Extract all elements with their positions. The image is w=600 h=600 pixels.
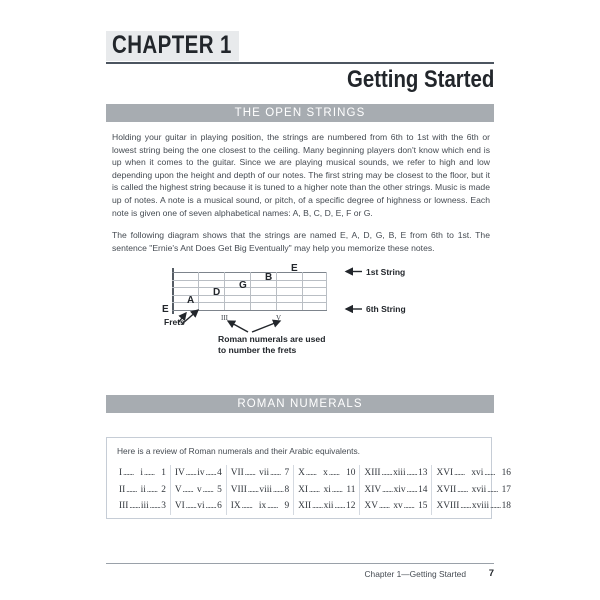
dot-leader: ....... <box>406 468 418 477</box>
dot-leader: ....... <box>146 484 158 494</box>
dot-leader: ....... <box>378 501 390 510</box>
dot-leader: ....... <box>487 484 498 494</box>
roman-numerals-row <box>231 465 289 482</box>
diagram-caption-line-1: Roman numerals are used <box>218 334 326 344</box>
roman-lower: iv <box>197 468 205 478</box>
note-label-b: B <box>265 272 273 283</box>
paragraph-open-strings-1: Holding your guitar in playing position, the strings are numbered from 6th to 1st with the 6th or lowest string being the one closest to the ceiling. Many beginning players don't know which end is up when it comes to the guitar. Since we are playing musical sounds, we refer to high and low depending upon the height and depth of our notes. The first string may be closest to the floor, but it is called the highest string because it is tuned to a higher note than the other strings. Music is made up of notes. A note is a musical sound, or pitch, of a specific degree of highness or lowness. Each note is given one of seven alphabetical names: A, B, C, D, E, F or G. <box>112 132 490 218</box>
roman-numerals-row <box>436 482 511 499</box>
note-label-d: D <box>213 287 221 298</box>
roman-upper: IV <box>174 468 185 478</box>
roman-lower: xii <box>323 501 334 511</box>
callout-first-string: 1st String <box>366 267 406 277</box>
roman-numerals-row <box>175 482 222 499</box>
arabic-value: 10 <box>346 468 356 478</box>
arabic-value: 15 <box>418 501 428 511</box>
callout-sixth-string: 6th String <box>366 304 406 314</box>
roman-upper: XIV <box>364 484 382 495</box>
dot-leader: ....... <box>270 468 281 477</box>
roman-numerals-column <box>170 465 226 515</box>
roman-numerals-row <box>364 482 427 499</box>
arabic-value: 8 <box>284 484 290 495</box>
dot-leader: ....... <box>205 468 217 477</box>
roman-lower: iii <box>140 501 149 511</box>
roman-numerals-row <box>298 465 355 482</box>
arabic-value: 13 <box>418 468 428 478</box>
dot-leader: ....... <box>126 484 137 494</box>
page-title <box>106 66 494 94</box>
dot-leader: ....... <box>490 501 501 510</box>
arabic-value: 4 <box>217 468 222 478</box>
roman-numerals-row <box>364 465 427 482</box>
dot-leader: ....... <box>312 501 323 510</box>
diagram-caption-line-2: to number the frets <box>218 345 297 355</box>
dot-leader: ....... <box>182 484 194 494</box>
arabic-value: 17 <box>501 484 511 495</box>
roman-upper: III <box>119 501 129 511</box>
arabic-value: 12 <box>346 501 356 511</box>
dot-leader: ....... <box>403 501 415 510</box>
roman-numerals-row <box>298 498 355 515</box>
dot-leader: ....... <box>185 501 197 510</box>
roman-numerals-box <box>106 437 511 519</box>
arabic-value: 14 <box>418 484 428 495</box>
roman-numerals-column <box>431 465 515 515</box>
dot-leader: ....... <box>457 484 468 494</box>
arabic-value: 2 <box>161 484 166 495</box>
arabic-value: 3 <box>161 501 166 511</box>
footer-page-number: 7 <box>488 568 494 579</box>
dot-leader: ....... <box>381 468 393 477</box>
roman-numerals-row <box>298 482 355 499</box>
section-header-open-strings: THE OPEN STRINGS <box>106 104 494 122</box>
dot-leader: ....... <box>149 501 161 510</box>
roman-lower: x <box>323 468 328 478</box>
note-label-e-low: E <box>162 304 169 315</box>
roman-numerals-row <box>175 465 222 482</box>
roman-lower: xv <box>393 501 403 511</box>
roman-lower: xiv <box>393 484 406 495</box>
roman-upper: XV <box>364 501 378 511</box>
roman-upper: XIII <box>364 468 381 478</box>
roman-upper: II <box>119 484 126 495</box>
arrow-frets-right <box>182 310 198 324</box>
arabic-value: 1 <box>161 468 166 478</box>
dot-leader: ....... <box>305 468 317 477</box>
arabic-value: 11 <box>346 484 356 495</box>
roman-numerals-row <box>175 498 222 515</box>
chapter-label: CHAPTER 1 <box>112 31 232 59</box>
dot-leader: ....... <box>267 501 278 510</box>
dot-leader: ....... <box>202 484 214 494</box>
dot-leader: ....... <box>205 501 217 510</box>
roman-lower: vi <box>197 501 205 511</box>
roman-upper: VI <box>174 501 185 511</box>
roman-lower: ix <box>258 501 267 511</box>
roman-upper: XI <box>298 484 309 495</box>
roman-upper: XVII <box>436 484 457 495</box>
dot-leader: ....... <box>406 484 418 494</box>
dot-leader: ....... <box>460 501 471 510</box>
footer-rule <box>106 563 494 564</box>
roman-numerals-row <box>119 465 166 482</box>
arabic-value: 18 <box>501 501 511 511</box>
roman-lower: vii <box>259 468 270 478</box>
dot-leader: ....... <box>334 501 346 510</box>
roman-lower: xvi <box>471 468 484 478</box>
roman-upper: VIII <box>230 484 247 495</box>
dot-leader: ....... <box>185 468 197 477</box>
arabic-value: 9 <box>284 501 290 511</box>
arabic-value: 16 <box>501 468 511 478</box>
roman-upper: XII <box>298 501 312 511</box>
roman-upper: XVI <box>436 468 454 478</box>
dot-leader: ....... <box>123 468 134 477</box>
roman-numerals-column <box>293 465 359 515</box>
roman-lower: ii <box>140 484 146 495</box>
roman-numerals-row <box>231 482 289 499</box>
arrow-caption-to-iii <box>228 321 248 332</box>
section-header-roman-numerals: ROMAN NUMERALS <box>106 395 494 413</box>
roman-upper: VII <box>230 468 244 478</box>
dot-leader: ....... <box>309 484 320 494</box>
roman-upper: I <box>119 468 123 478</box>
dot-leader: ....... <box>143 468 155 477</box>
dot-leader: ....... <box>247 484 259 494</box>
fret-numeral-iii: III <box>221 314 228 322</box>
dot-leader: ....... <box>331 484 343 494</box>
diagram-arrows <box>106 258 494 368</box>
roman-upper: IX <box>230 501 241 511</box>
roman-lower: viii <box>259 484 272 495</box>
roman-numerals-grid <box>115 465 511 515</box>
roman-numerals-column <box>115 465 170 515</box>
arrow-caption-to-v <box>252 321 280 332</box>
footer-chapter-label: Chapter 1—Getting Started <box>364 569 466 579</box>
roman-numerals-row <box>436 465 511 482</box>
roman-numerals-column <box>226 465 293 515</box>
header-rule <box>106 62 494 64</box>
dot-leader: ....... <box>129 501 140 510</box>
arabic-value: 5 <box>217 484 222 495</box>
page-title-text: Getting Started <box>346 66 494 93</box>
note-label-e-high: E <box>291 263 298 274</box>
note-label-a: A <box>187 295 195 306</box>
roman-numerals-row <box>231 498 289 515</box>
roman-lower: xviii <box>471 501 490 511</box>
roman-numerals-row <box>436 498 511 515</box>
roman-lower: xi <box>323 484 331 495</box>
dot-leader: ....... <box>382 484 393 494</box>
roman-upper: V <box>174 484 182 495</box>
roman-numerals-intro: Here is a review of Roman numerals and their Arabic equivalents. <box>117 446 360 456</box>
roman-upper: XVIII <box>436 501 460 511</box>
roman-numerals-row <box>119 482 166 499</box>
dot-leader: ....... <box>454 468 465 477</box>
roman-lower: v <box>197 484 202 495</box>
roman-lower: xiii <box>393 468 406 478</box>
roman-lower: i <box>140 468 143 478</box>
dot-leader: ....... <box>484 468 495 477</box>
dot-leader: ....... <box>272 484 284 494</box>
arabic-value: 6 <box>217 501 222 511</box>
dot-leader: ....... <box>244 468 256 477</box>
roman-numerals-row <box>119 498 166 515</box>
note-label-g: G <box>239 280 247 291</box>
paragraph-open-strings-2: The following diagram shows that the strings are named E, A, D, G, B, E from 6th to 1st. The sentence "Ernie's Ant Does Get Big Eventually" may help you memorize these notes. <box>112 230 490 253</box>
roman-numerals-column <box>359 465 431 515</box>
roman-upper: X <box>298 468 305 478</box>
dot-leader: ....... <box>328 468 340 477</box>
roman-lower: xvii <box>471 484 487 495</box>
frets-label: Frets <box>164 317 185 327</box>
arabic-value: 7 <box>284 468 290 478</box>
fretboard-diagram <box>106 258 494 368</box>
fret-numeral-v: V <box>276 314 282 322</box>
dot-leader: ....... <box>241 501 253 510</box>
roman-numerals-row <box>364 498 427 515</box>
